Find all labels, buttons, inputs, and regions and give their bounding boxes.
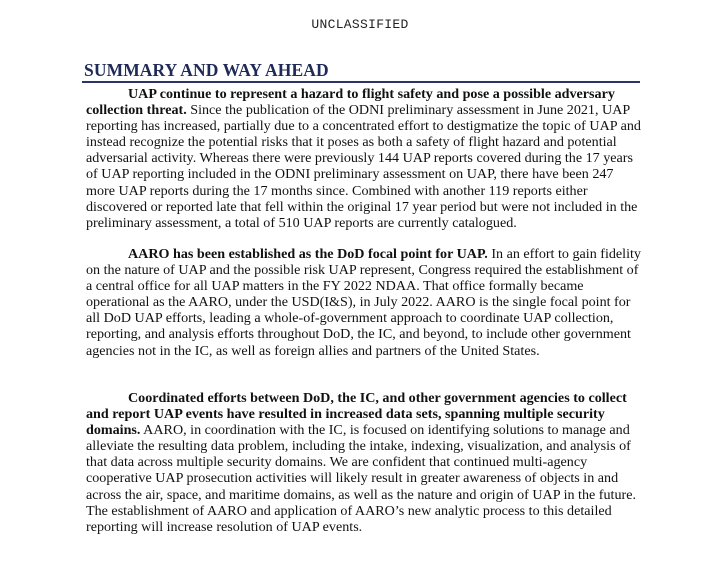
paragraph-coordinated-efforts [86, 390, 641, 535]
paragraph-lead: UAP continue to represent a hazard to flight safety and pose a possible adversary collection threat. [86, 86, 615, 119]
paragraph-body: AARO, in coordination with the IC, is focused on identifying solutions to manage and alleviate the resulting data problem, including the intake, indexing, visualization, and analysis of that data across multiple security domains. We are confident that continued multi-agency cooperative UAP prosecution activities will likely result in greater awareness of objects in and across the air, space, and maritime domains, as well as the nature and origin of UAP in the future. The establishment of AARO and application of AARO’s new analytic process to this detailed reporting will increase resolution of UAP events. [86, 422, 636, 535]
paragraph-body: Since the publication of the ODNI preliminary assessment in June 2021, UAP reporting has increased, partially due to a concentrated effort to destigmatize the topic of UAP and instead recognize the potential risks that it poses as both a safety of flight hazard and potential adversarial activity. Whereas there were previously 144 UAP reports covered during the 17 years of UAP reporting included in the ODNI preliminary assessment on UAP, there have been 247 more UAP reports during the 17 months since. Combined with another 119 reports either discovered or reported late that fell within the original 17 year period but were not included in the preliminary assessment, a total of 510 UAP reports are currently catalogued. [86, 102, 641, 231]
section-title: SUMMARY AND WAY AHEAD [84, 60, 329, 80]
paragraph-body: In an effort to gain fidelity on the nature of UAP and the possible risk UAP represent, Congress required the establishment of a central office for all UAP matters in the FY 2022 NDAA. That office formally became operational as the AARO, under the USD(I&S), in July 2022. AARO is the single focal point for all DoD UAP efforts, leading a whole-of-government approach to coordinate UAP collection, reporting, and analysis efforts throughout DoD, the IC, and beyond, to include other government agencies not in the IC, as well as foreign allies and partners of the United States. [86, 246, 641, 359]
paragraph-lead: AARO has been established as the DoD focal point for UAP. [128, 246, 488, 262]
paragraph-lead: Coordinated efforts between DoD, the IC, and other government agencies to collect and report UAP events have resulted in increased data sets, spanning multiple security domains. [86, 390, 627, 439]
paragraph-aaro-established [86, 246, 641, 359]
paragraph-uap-hazard [86, 86, 641, 231]
title-underline-rule [82, 81, 640, 83]
classification-marking: UNCLASSIFIED [311, 17, 409, 32]
